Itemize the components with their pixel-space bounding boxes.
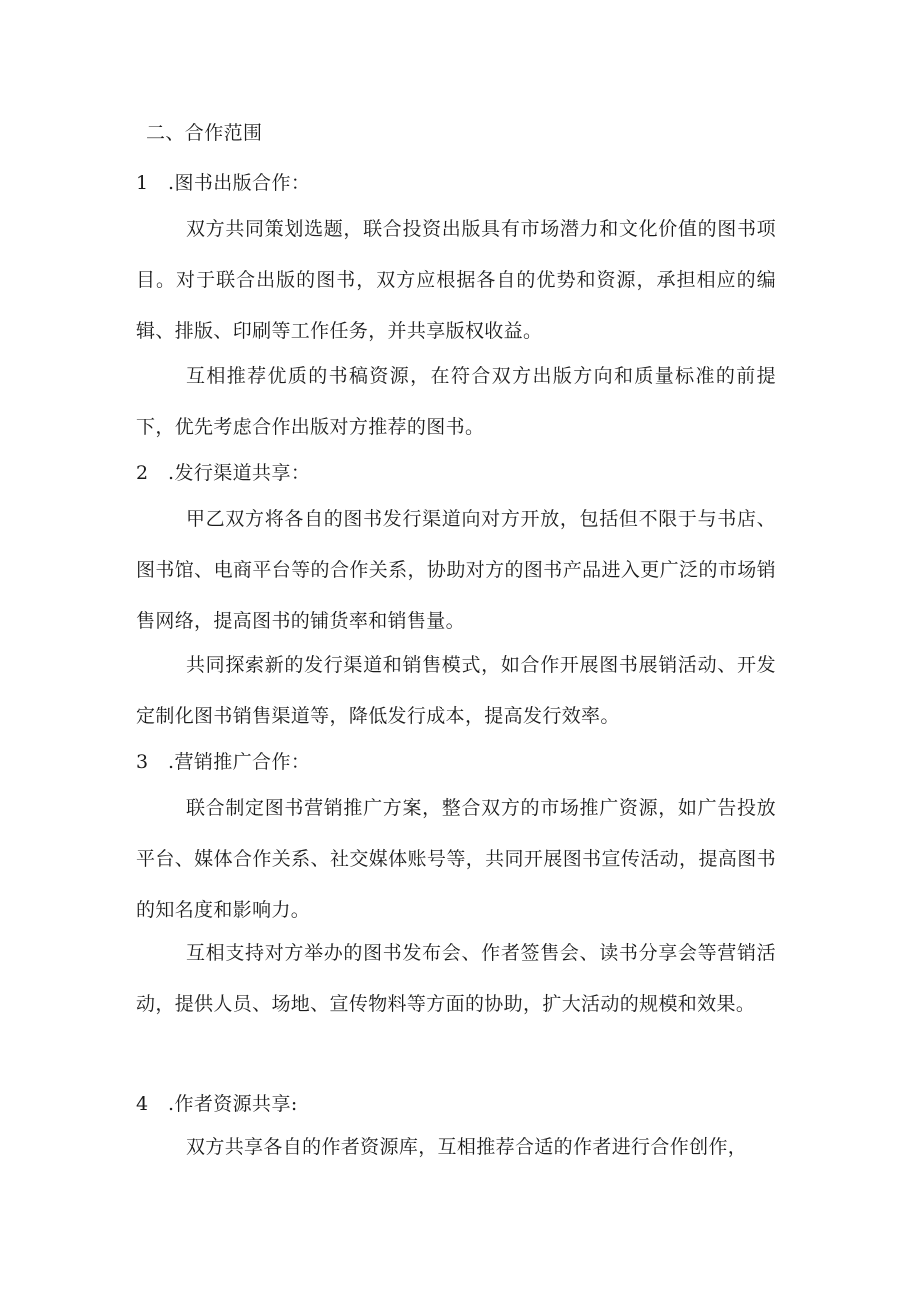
paragraph-2-1: 甲乙双方将各自的图书发行渠道向对方开放，包括但不限于与书店、图书馆、电商平台等的合作关系，协助对方的图书产品进入更广泛的市场销售网络，提高图书的铺货率和销售量。	[136, 508, 776, 632]
paragraph-2-2: 共同探索新的发行渠道和销售模式，如合作开展图书展销活动、开发定制化图书销售渠道等，降低发行成本，提高发行效率。	[136, 654, 776, 727]
item-number-1: 1	[136, 172, 149, 194]
item-heading-1	[136, 171, 310, 195]
item-number-2: 2	[136, 462, 149, 484]
section-title: 二、合作范围	[146, 122, 263, 144]
paragraph-3-2: 互相支持对方举办的图书发布会、作者签售会、读书分享会等营销活动，提供人员、场地、宣传物料等方面的协助，扩大活动的规模和效果。	[136, 942, 776, 1015]
item-title-1: .图书出版合作：	[168, 172, 311, 194]
item-number-4: 4	[136, 1093, 149, 1115]
item-title-2: .发行渠道共享：	[168, 462, 311, 484]
paragraph-1-2: 互相推荐优质的书稿资源，在符合双方出版方向和质量标准的前提下，优先考虑合作出版对方推荐的图书。	[136, 365, 776, 438]
item-title-4: .作者资源共享:	[168, 1093, 298, 1115]
item-title-3: .营销推广合作：	[168, 751, 311, 773]
paragraph-1-1: 双方共同策划选题，联合投资出版具有市场潜力和文化价值的图书项目。对于联合出版的图书，双方应根据各自的优势和资源，承担相应的编辑、排版、印刷等工作任务，并共享版权收益。	[136, 218, 776, 342]
item-number-3: 3	[136, 751, 149, 773]
item-heading-2	[136, 461, 310, 485]
item-heading-4	[136, 1092, 298, 1116]
paragraph-3-1: 联合制定图书营销推广方案，整合双方的市场推广资源，如广告投放平台、媒体合作关系、社交媒体账号等，共同开展图书宣传活动，提高图书的知名度和影响力。	[136, 797, 776, 921]
item-heading-3	[136, 750, 310, 774]
paragraph-4-1: 双方共享各自的作者资源库，互相推荐合适的作者进行合作创作，	[186, 1136, 748, 1158]
